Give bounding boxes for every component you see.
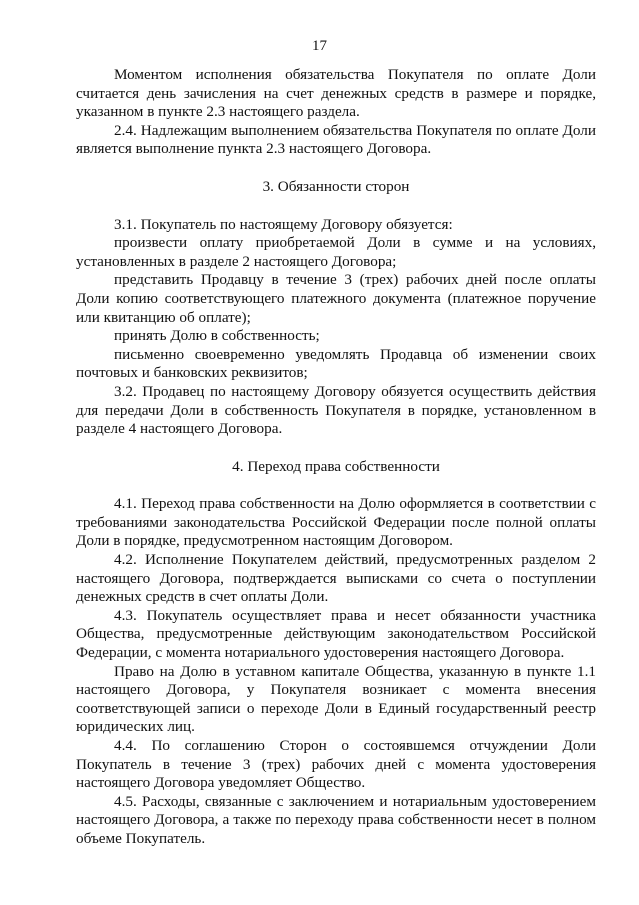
paragraph-3-2: 3.2. Продавец по настоящему Договору обязуется осуществить действия для передачи Доли в собственность Покупателя в порядке, установленном в разделе 4 настоящего Договора. xyxy=(76,382,596,438)
paragraph-4-1: 4.1. Переход права собственности на Долю оформляется в соответствии с требованиями законодательства Российской Федерации после полной оплаты Доли в порядке, предусмотренном настоящим Договором. xyxy=(76,495,596,550)
page-number: 17 xyxy=(312,38,327,54)
paragraph-3-1-payment: произвести оплату приобретаемой Доли в сумме и на условиях, установленных в разделе 2 настоящего Договора; xyxy=(76,234,596,270)
section-heading-3: 3. Обязанности сторон xyxy=(262,177,410,195)
paragraph-payment-moment: Моментом исполнения обязательства Покупателя по оплате Доли считается день зачисления на счет денежных средств в размере и порядке, указанном в пункте 2.3 настоящего раздела. xyxy=(76,66,596,121)
paragraph-4-2: 4.2. Исполнение Покупателем действий, предусмотренных разделом 2 настоящего Договора, подтверждается выписками со счета о поступлении денежных средств в счет оплаты Доли. xyxy=(76,551,596,606)
paragraph-3-1: 3.1. Покупатель по настоящему Договору обязуется: xyxy=(114,215,453,233)
document-body xyxy=(76,66,596,849)
paragraph-3-1-document: представить Продавцу в течение 3 (трех) рабочих дней после оплаты Доли копию соответствующего платежного документа (платежное поручение или квитанцию об оплате); xyxy=(76,271,596,326)
paragraph-3-1-notify: письменно своевременно уведомлять Продавца об изменении своих почтовых и банковских реквизитов; xyxy=(76,345,596,382)
section-heading-4: 4. Переход права собственности xyxy=(232,457,440,475)
paragraph-2-4: 2.4. Надлежащим выполнением обязательства Покупателя по оплате Доли является выполнение пункта 2.3 настоящего Договора. xyxy=(76,121,596,158)
paragraph-share-right: Право на Долю в уставном капитале Общества, указанную в пункте 1.1 настоящего Договора, у Покупателя возникает с момента внесения соответствующей записи о переходе Доли в Единый государственный реестр юридических лиц. xyxy=(76,662,596,736)
paragraph-3-1-accept: принять Долю в собственность; xyxy=(114,327,320,345)
paragraph-4-5: 4.5. Расходы, связанные с заключением и нотариальным удостоверением настоящего Договора, а также по переходу права собственности несет в полном объеме Покупатель. xyxy=(76,792,596,847)
paragraph-4-4: 4.4. По соглашению Сторон о состоявшемся отчуждении Доли Покупатель в течение 3 (трех) рабочих дней с момента удостоверения настоящего Договора уведомляет Общество. xyxy=(76,737,596,792)
paragraph-4-3: 4.3. Покупатель осуществляет права и несет обязанности участника Общества, предусмотренные действующим законодательством Российской Федерации, с момента нотариального удостоверения настоящего Договора. xyxy=(76,606,596,662)
